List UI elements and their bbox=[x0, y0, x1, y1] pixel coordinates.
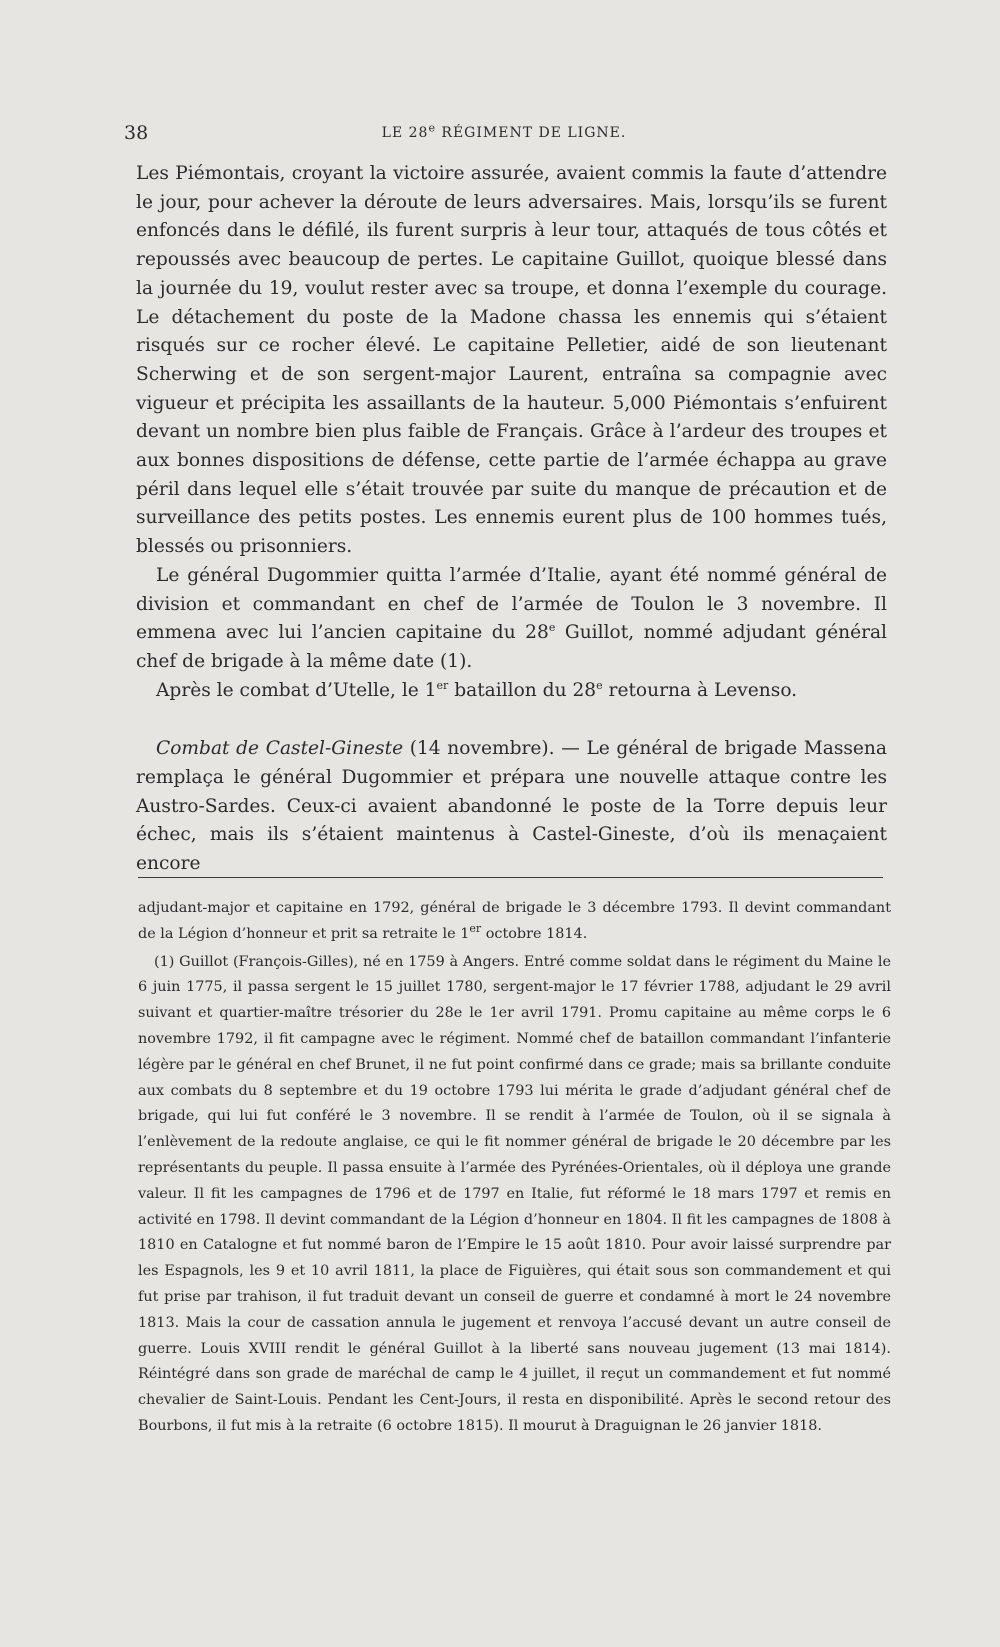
running-title-pre: LE 28 bbox=[381, 125, 429, 141]
footnote-continuation-text-a: adjudant-major et capitaine en 1792, général de brigade le 3 décembre 1793. Il devint commandant de la Légion d’honneur et prit sa retraite le 1 bbox=[138, 900, 891, 942]
paragraph-3-text-a: Après le combat d’Utelle, le 1 bbox=[156, 679, 437, 701]
section-title: Combat de Castel-Gineste bbox=[156, 738, 404, 760]
footnote-continuation-text-b: octobre 1814. bbox=[481, 925, 588, 942]
paragraph-3-sup-1: er bbox=[436, 678, 449, 692]
paragraph-3-text-c: retourna à Levenso. bbox=[602, 679, 798, 701]
running-title-post: RÉGIMENT DE LIGNE. bbox=[435, 125, 627, 141]
paragraph-3 bbox=[136, 677, 887, 706]
page-header bbox=[124, 122, 884, 152]
paragraph-4 bbox=[136, 735, 887, 879]
paragraph-1: Les Piémontais, croyant la victoire assurée, avaient commis la faute d’attendre le jour, pour achever la déroute de leurs adversaires. Mais, lorsqu’ils se furent enfoncés dans le défilé, ils furent surpris à leur tour, attaqués de tous côtés et repoussés avec beaucoup de pertes. Le capitaine Guillot, quoique blessé dans la journée du 19, voulut rester avec sa troupe, et donna l’exemple du courage. Le détachement du poste de la Madone chassa les ennemis qui s’étaient risqués sur ce rocher élevé. Le capitaine Pelletier, aidé de son lieutenant Scherwing et de son sergent-major Laurent, entraîna sa compagnie avec vigueur et précipita les assaillants de la hauteur. 5,000 Piémontais s’enfuirent devant un nombre bien plus faible de Français. Grâce à l’ardeur des troupes et aux bonnes dispositions de défense, cette partie de l’armée échappa au grave péril dans lequel elle s’était trouvée par suite du manque de précaution et de surveillance des petits postes. Les ennemis eurent plus de 100 hommes tués, blessés ou prisonniers. bbox=[136, 163, 887, 558]
page-number: 38 bbox=[124, 122, 149, 144]
paragraph-3-sup-2: e bbox=[596, 678, 603, 692]
footnote-continuation bbox=[138, 896, 891, 948]
paragraph-2 bbox=[136, 562, 887, 677]
footnote-1: (1) Guillot (François-Gilles), né en 1759 à Angers. Entré comme soldat dans le régiment du Maine le 6 juin 1775, il passa sergent le 15 juillet 1780, sergent-major le 17 février 1788, adjudant le 29 avril suivant et quartier-maître trésorier du 28e le 1er avril 1791. Promu capitaine au même corps le 6 novembre 1792, il fit campagne avec le régiment. Nommé chef de bataillon commandant l’infanterie légère par le général en chef Brunet, il ne fut point confirmé dans ce grade; mais sa brillante conduite aux combats du 8 septembre et du 19 octobre 1793 lui mérita le grade d’adjudant général chef de brigade, qui lui fut conféré le 3 novembre. Il se rendit à l’armée de Toulon, où il se signala à l’enlèvement de la redoute anglaise, ce qui le fit nommer général de brigade le 20 décembre par les représentants du peuple. Il passa ensuite à l’armée des Pyrénées-Orientales, où il déploya une grande valeur. Il fit les campagnes de 1796 et de 1797 en Italie, fut réformé le 18 mars 1797 et remis en activité en 1798. Il devint commandant de la Légion d’honneur en 1804. Il fit les campagnes de 1808 à 1810 en Catalogne et fut nommé baron de l’Empire le 15 août 1810. Pour avoir laissé surprendre par les Espagnols, les 9 et 10 avril 1811, la place de Figuières, qui était sous son commandement et qui fut prise par trahison, il fut traduit devant un conseil de guerre et condamné à mort le 24 novembre 1813. Mais la cour de cassation annula le jugement et renvoya l’accusé devant un autre conseil de guerre. Louis XVIII rendit le général Guillot à la liberté sans nouveau jugement (13 mai 1814). Réintégré dans son grade de maréchal de camp le 4 juillet, il reçut un commandement et fut nommé chevalier de Saint-Louis. Pendant les Cent-Jours, il resta en disponibilité. Après le second retour des Bourbons, il fut mis à la retraite (6 octobre 1815). Il mourut à Draguignan le 26 janvier 1818. bbox=[138, 953, 891, 1434]
running-title-sup: e bbox=[428, 121, 436, 135]
footnotes bbox=[138, 896, 891, 1440]
paragraph-2-text-b: Guillot, nommé adjudant général chef de brigade à la même date (1). bbox=[136, 622, 888, 672]
footnote-continuation-sup: er bbox=[469, 922, 482, 935]
paragraph-3-text-b: bataillon du 28 bbox=[448, 679, 597, 701]
footnote-separator bbox=[138, 877, 883, 878]
main-text bbox=[136, 160, 887, 879]
paragraph-2-sup: e bbox=[548, 621, 556, 635]
running-title bbox=[124, 121, 884, 141]
paragraph-4-text: (14 novembre). — Le général de brigade Massena remplaça le général Dugommier et prépara une nouvelle attaque contre les Austro-Sardes. Ceux-ci avaient abandonné le poste de la Torre depuis leur échec, mais ils s’étaient maintenus à Castel-Gineste, d’où ils menaçaient encore bbox=[136, 738, 887, 875]
paragraph-2-text-a: Le général Dugommier quitta l’armée d’Italie, ayant été nommé général de division et commandant en chef de l’armée de Toulon le 3 novembre. Il emmena avec lui l’ancien capitaine du 28 bbox=[136, 564, 887, 644]
